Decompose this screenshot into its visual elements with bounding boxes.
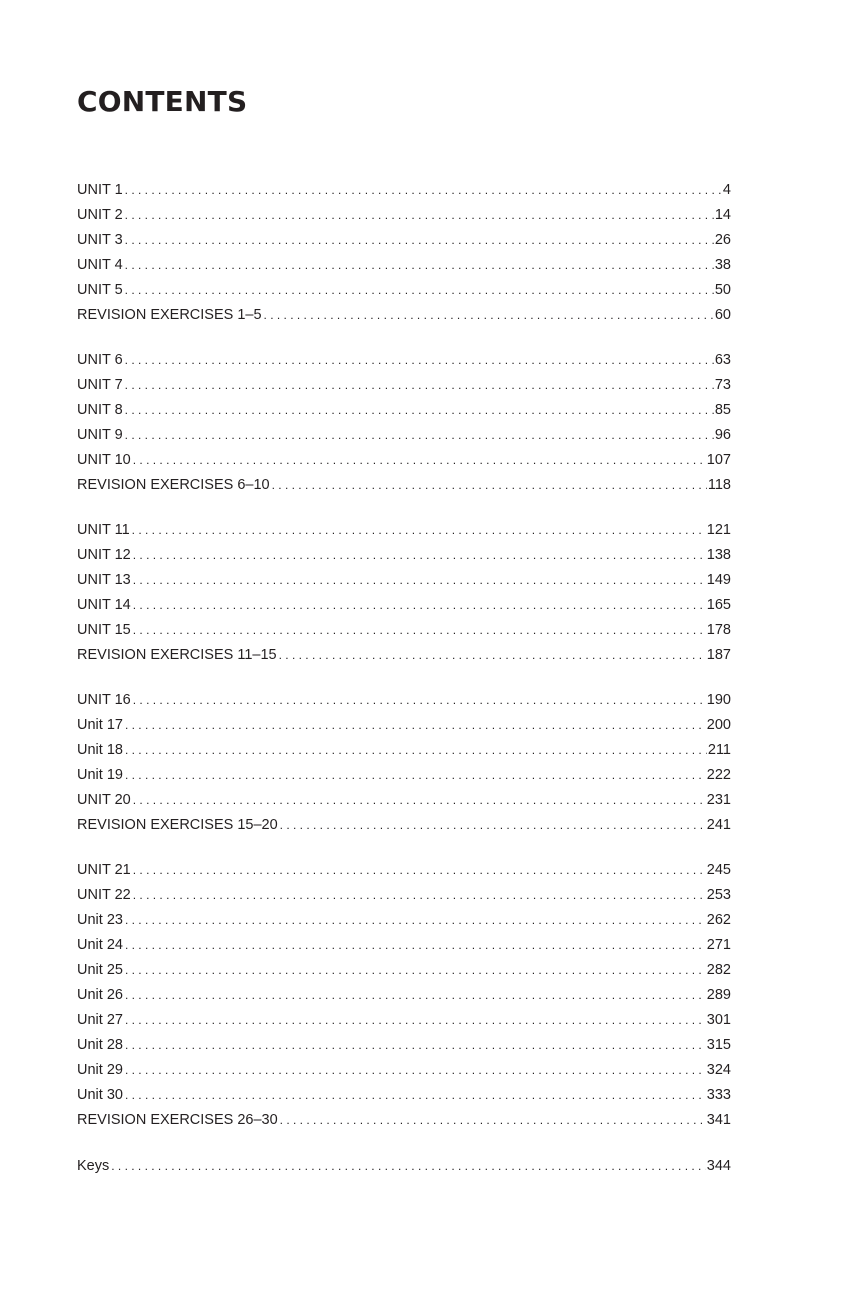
toc-entry[interactable] [77, 373, 731, 398]
dot-leader [125, 398, 714, 423]
toc-entry-label: UNIT 11 [77, 522, 130, 538]
toc-entry-page-number: 315 [706, 1037, 731, 1053]
toc-entry-label: UNIT 1 [77, 182, 123, 198]
dot-leader [125, 763, 706, 788]
dot-leader [280, 813, 706, 838]
toc-entry-label: UNIT 21 [77, 862, 131, 878]
dot-leader [125, 713, 706, 738]
toc-entry-page-number: 289 [706, 987, 731, 1003]
dot-leader [132, 518, 706, 543]
toc-entry-page-number: 73 [714, 377, 731, 393]
toc-entry[interactable] [77, 788, 731, 813]
toc-entry-page-number: 4 [722, 182, 731, 198]
toc-entry-label: Unit 19 [77, 767, 123, 783]
toc-entry[interactable] [77, 813, 731, 838]
toc-entry-label: Unit 30 [77, 1087, 123, 1103]
toc-entry-page-number: 26 [714, 232, 731, 248]
toc-entry-page-number: 149 [706, 572, 731, 588]
toc-entry-label: Unit 29 [77, 1062, 123, 1078]
toc-entry-label: UNIT 3 [77, 232, 123, 248]
dot-leader [133, 788, 706, 813]
toc-entry[interactable] [77, 448, 731, 473]
toc-entry[interactable] [77, 883, 731, 908]
toc-entry-label: REVISION EXERCISES 1–5 [77, 307, 262, 323]
toc-entry-page-number: 118 [707, 477, 731, 493]
toc-entry-page-number: 253 [706, 887, 731, 903]
toc-entry-label: Unit 28 [77, 1037, 123, 1053]
dot-leader [125, 1033, 706, 1058]
toc-entry-page-number: 121 [706, 522, 731, 538]
toc-group [77, 348, 731, 498]
dot-leader [133, 543, 706, 568]
toc-entry-page-number: 341 [706, 1112, 731, 1128]
toc-entry[interactable] [77, 643, 731, 668]
dot-leader [125, 348, 714, 373]
dot-leader [125, 738, 707, 763]
toc-entry-label: Unit 26 [77, 987, 123, 1003]
toc-entry-page-number: 222 [706, 767, 731, 783]
toc-entry-label: UNIT 22 [77, 887, 131, 903]
toc-entry[interactable] [77, 983, 731, 1008]
dot-leader [125, 908, 706, 933]
toc-entry-label: UNIT 2 [77, 207, 123, 223]
dot-leader [280, 1108, 706, 1133]
toc-entry[interactable] [77, 958, 731, 983]
toc-entry[interactable] [77, 278, 731, 303]
toc-entry[interactable] [77, 253, 731, 278]
toc-entry[interactable] [77, 593, 731, 618]
toc-entry-label: Unit 27 [77, 1012, 123, 1028]
toc-entry-label: UNIT 6 [77, 352, 123, 368]
dot-leader [133, 688, 706, 713]
dot-leader [133, 568, 706, 593]
toc-group [77, 518, 731, 668]
toc-entry-page-number: 38 [714, 257, 731, 273]
toc-entry-label: UNIT 8 [77, 402, 123, 418]
dot-leader [125, 933, 706, 958]
toc-entry-label: Unit 24 [77, 937, 123, 953]
toc-entry-label: UNIT 10 [77, 452, 131, 468]
toc-entry-page-number: 241 [706, 817, 731, 833]
toc-entry-page-number: 282 [706, 962, 731, 978]
toc-entry[interactable] [77, 1083, 731, 1108]
toc-entry[interactable] [77, 423, 731, 448]
toc-entry-label: UNIT 16 [77, 692, 131, 708]
toc-entry-page-number: 178 [706, 622, 731, 638]
toc-entry-label: Keys [77, 1158, 110, 1174]
toc-entry-label: UNIT 13 [77, 572, 131, 588]
dot-leader [125, 373, 714, 398]
dot-leader [133, 448, 706, 473]
toc-entry-page-number: 107 [706, 452, 731, 468]
dot-leader [125, 1058, 706, 1083]
toc-entry[interactable] [77, 568, 731, 593]
toc-entry-page-number: 96 [714, 427, 731, 443]
toc-entry-label: Unit 25 [77, 962, 123, 978]
toc-entry-label: Unit 17 [77, 717, 123, 733]
toc-entry-page-number: 50 [714, 282, 731, 298]
toc-entry-page-number: 271 [706, 937, 731, 953]
toc-entry[interactable] [77, 1033, 731, 1058]
toc-entry-label: REVISION EXERCISES 11–15 [77, 647, 277, 663]
toc-group [77, 858, 731, 1133]
toc-entry-page-number: 60 [714, 307, 731, 323]
toc-entry[interactable] [77, 858, 731, 883]
toc-entry[interactable] [77, 1058, 731, 1083]
dot-leader [125, 423, 714, 448]
dot-leader [125, 228, 714, 253]
toc-entry[interactable] [77, 618, 731, 643]
toc-entry[interactable] [77, 763, 731, 788]
toc-entry-label: UNIT 20 [77, 792, 131, 808]
toc-entry-label: REVISION EXERCISES 6–10 [77, 477, 270, 493]
toc-entry-label: Unit 18 [77, 742, 123, 758]
toc-entry[interactable] [77, 473, 731, 498]
toc-entry-page-number: 14 [714, 207, 731, 223]
toc-entry-label: UNIT 15 [77, 622, 131, 638]
toc-entry-page-number: 344 [706, 1158, 731, 1174]
toc-entry-page-number: 187 [706, 647, 731, 663]
dot-leader [125, 253, 714, 278]
toc-entry-page-number: 200 [706, 717, 731, 733]
toc-entry[interactable] [77, 738, 731, 763]
toc-group [77, 688, 731, 838]
toc-entry-page-number: 245 [706, 862, 731, 878]
dot-leader [272, 473, 707, 498]
toc-entry[interactable] [77, 303, 731, 328]
dot-leader [264, 303, 714, 328]
toc-entry[interactable] [77, 203, 731, 228]
toc-entry[interactable] [77, 1154, 731, 1179]
dot-leader [133, 858, 706, 883]
dot-leader [133, 618, 706, 643]
toc-entry-label: UNIT 9 [77, 427, 123, 443]
toc-entry[interactable] [77, 178, 731, 203]
toc-group [77, 1154, 731, 1179]
toc-entry-page-number: 211 [707, 742, 731, 758]
toc-entry-page-number: 231 [706, 792, 731, 808]
dot-leader [125, 958, 706, 983]
toc-entry[interactable] [77, 518, 731, 543]
toc-entry-label: REVISION EXERCISES 26–30 [77, 1112, 278, 1128]
page-title: CONTENTS [77, 85, 248, 118]
toc-entry[interactable] [77, 348, 731, 373]
table-of-contents [77, 178, 731, 1199]
dot-leader [133, 593, 706, 618]
dot-leader [125, 203, 714, 228]
toc-entry-label: UNIT 12 [77, 547, 131, 563]
toc-entry[interactable] [77, 1008, 731, 1033]
toc-entry[interactable] [77, 688, 731, 713]
dot-leader [125, 983, 706, 1008]
toc-entry[interactable] [77, 398, 731, 423]
toc-entry-page-number: 63 [714, 352, 731, 368]
toc-entry[interactable] [77, 713, 731, 738]
toc-entry-label: REVISION EXERCISES 15–20 [77, 817, 278, 833]
toc-entry-page-number: 165 [706, 597, 731, 613]
toc-entry-label: UNIT 14 [77, 597, 131, 613]
dot-leader [125, 178, 722, 203]
toc-entry-label: Unit 23 [77, 912, 123, 928]
toc-entry-page-number: 262 [706, 912, 731, 928]
dot-leader [133, 883, 706, 908]
toc-entry-page-number: 190 [706, 692, 731, 708]
toc-entry[interactable] [77, 908, 731, 933]
toc-entry[interactable] [77, 228, 731, 253]
toc-entry-page-number: 333 [706, 1087, 731, 1103]
toc-entry-page-number: 301 [706, 1012, 731, 1028]
toc-entry[interactable] [77, 543, 731, 568]
toc-entry-label: UNIT 4 [77, 257, 123, 273]
toc-entry-page-number: 85 [714, 402, 731, 418]
dot-leader [111, 1154, 706, 1179]
toc-entry[interactable] [77, 1108, 731, 1133]
toc-entry[interactable] [77, 933, 731, 958]
toc-entry-page-number: 138 [706, 547, 731, 563]
toc-entry-page-number: 324 [706, 1062, 731, 1078]
dot-leader [279, 643, 706, 668]
dot-leader [125, 1008, 706, 1033]
toc-entry-label: UNIT 5 [77, 282, 123, 298]
toc-entry-label: UNIT 7 [77, 377, 123, 393]
dot-leader [125, 1083, 706, 1108]
dot-leader [125, 278, 714, 303]
toc-group [77, 178, 731, 328]
